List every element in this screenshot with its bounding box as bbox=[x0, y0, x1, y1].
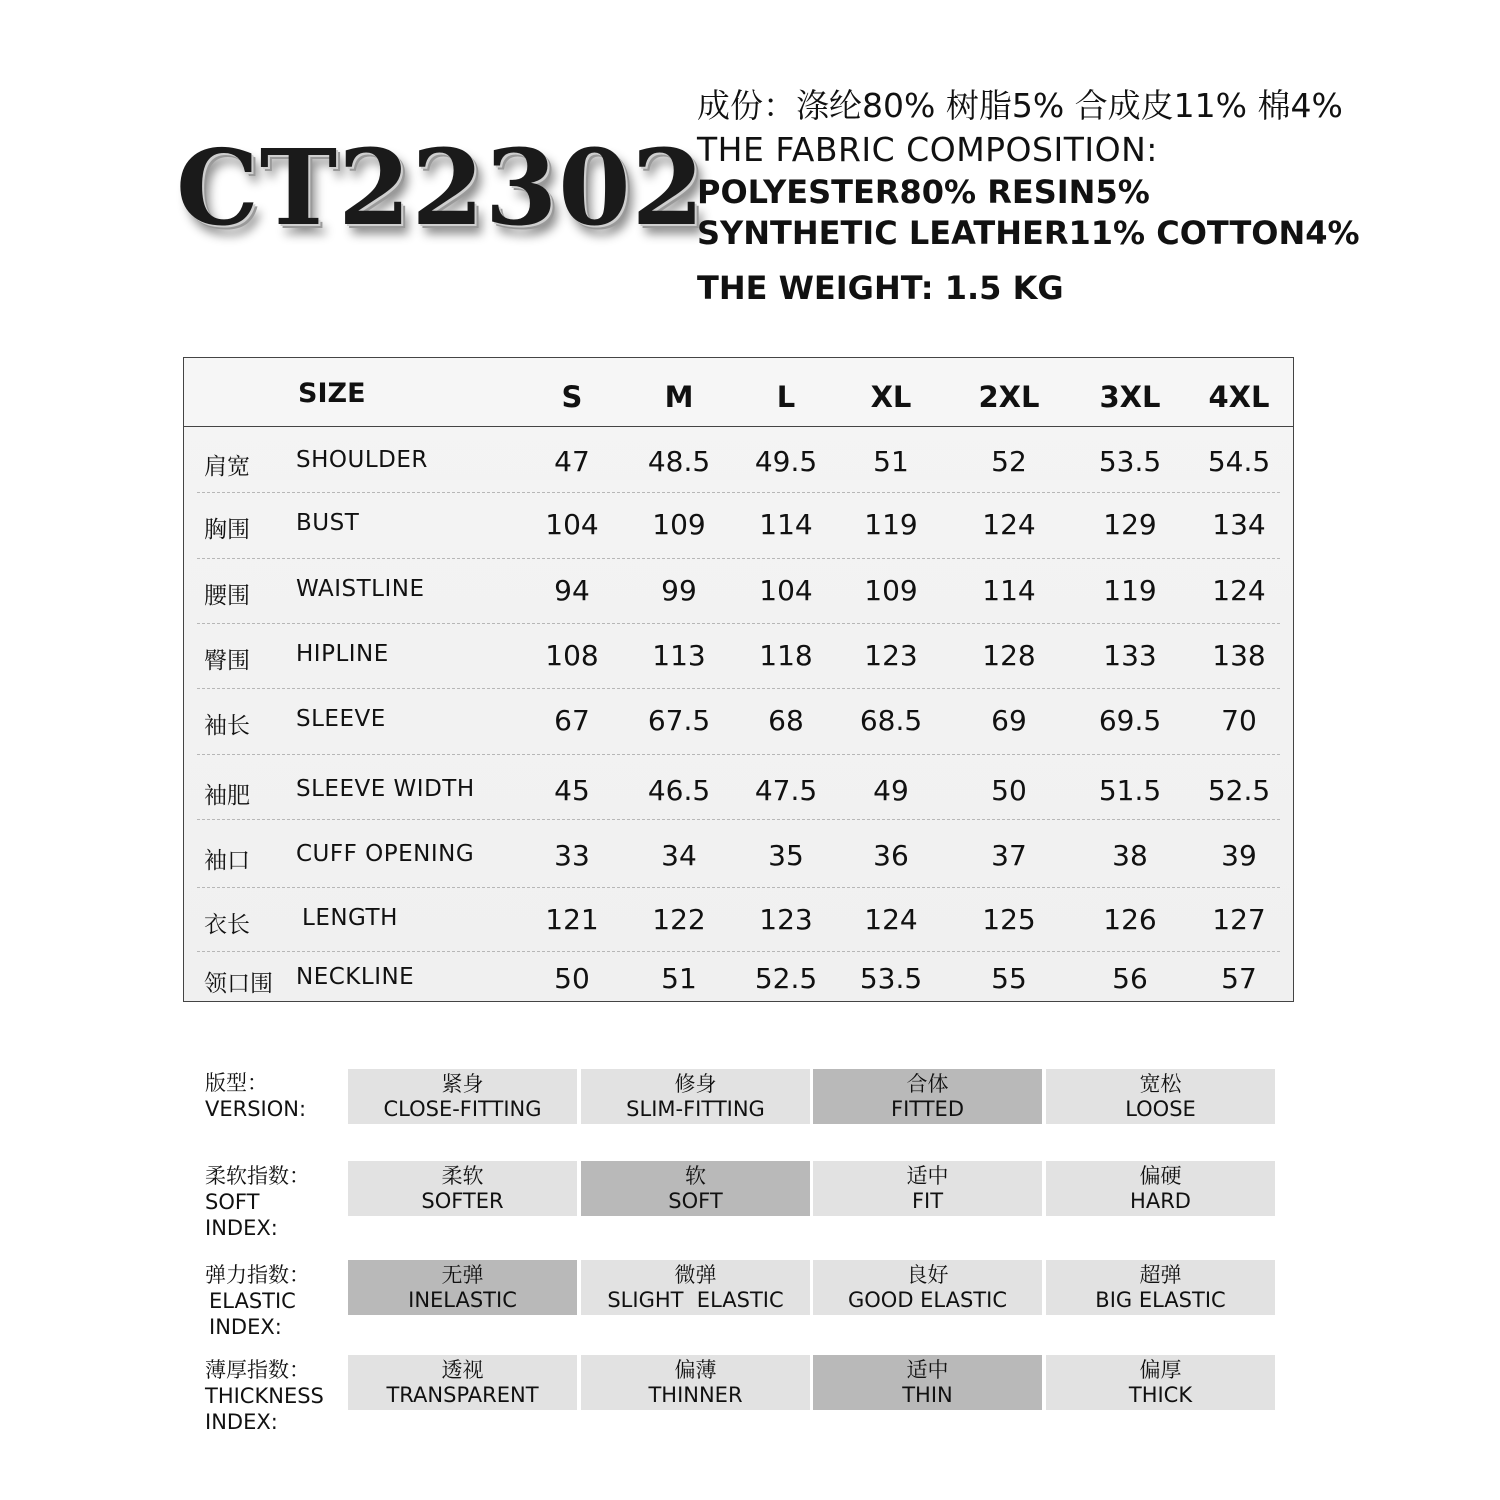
measurement-value: 138 bbox=[1212, 639, 1266, 672]
attribute-option-cn: 良好 bbox=[906, 1263, 949, 1287]
attribute-option-en: THICK bbox=[1128, 1383, 1193, 1407]
measurement-value: 54.5 bbox=[1207, 445, 1271, 478]
measurement-name-cn: 衣长 bbox=[204, 912, 250, 938]
measurement-value: 70 bbox=[1221, 704, 1257, 737]
measurement-value: 99 bbox=[661, 574, 697, 607]
attribute-option bbox=[348, 1355, 577, 1410]
attribute-option bbox=[348, 1260, 577, 1315]
size-column-header: XL bbox=[870, 380, 912, 414]
row-divider bbox=[197, 623, 1280, 624]
measurement-value: 39 bbox=[1221, 839, 1257, 872]
attribute-label-cn: 薄厚指数： bbox=[205, 1358, 310, 1382]
measurement-value: 129 bbox=[1103, 508, 1157, 541]
attribute-label bbox=[205, 1357, 324, 1435]
measurement-value: 34 bbox=[661, 839, 697, 872]
measurement-value: 118 bbox=[759, 639, 813, 672]
measurement-value: 124 bbox=[864, 903, 918, 936]
attribute-option-en: THINNER bbox=[648, 1383, 743, 1407]
size-column-header: S bbox=[561, 380, 583, 414]
attribute-option-en: INELASTIC bbox=[408, 1288, 517, 1312]
attribute-label-en: VERSION: bbox=[205, 1097, 307, 1121]
attribute-option bbox=[813, 1069, 1042, 1124]
attribute-option-en: FITTED bbox=[891, 1097, 964, 1121]
measurement-value: 45 bbox=[554, 774, 590, 807]
composition-title: THE FABRIC COMPOSITION: bbox=[697, 130, 1158, 169]
measurement-value: 104 bbox=[545, 508, 599, 541]
attribute-option bbox=[1046, 1161, 1275, 1216]
measurement-value: 52.5 bbox=[1207, 774, 1271, 807]
measurement-value: 114 bbox=[982, 574, 1036, 607]
measurement-value: 109 bbox=[652, 508, 706, 541]
product-code-logo: CT22302 bbox=[176, 126, 705, 249]
attribute-option bbox=[1046, 1069, 1275, 1124]
measurement-name-en: SLEEVE WIDTH bbox=[296, 776, 475, 802]
row-divider bbox=[197, 819, 1280, 820]
measurement-value: 68 bbox=[768, 704, 804, 737]
attribute-option-cn: 微弹 bbox=[674, 1263, 717, 1287]
measurement-value: 67 bbox=[554, 704, 590, 737]
attribute-label bbox=[205, 1262, 310, 1340]
measurement-name-cn: 领口围 bbox=[204, 971, 273, 997]
size-column-header: 4XL bbox=[1208, 380, 1270, 414]
size-column-header: L bbox=[776, 380, 796, 414]
attribute-option-en: SLIGHT ELASTIC bbox=[607, 1288, 784, 1312]
measurement-value: 125 bbox=[982, 903, 1036, 936]
measurement-value: 52 bbox=[991, 445, 1027, 478]
size-header-label: SIZE bbox=[298, 378, 366, 409]
measurement-value: 56 bbox=[1112, 962, 1148, 995]
measurement-name-cn: 臀围 bbox=[204, 648, 250, 674]
row-divider bbox=[197, 951, 1280, 952]
attribute-label-cn: 弹力指数： bbox=[205, 1263, 310, 1287]
measurement-value: 51.5 bbox=[1098, 774, 1162, 807]
measurement-name-cn: 袖口 bbox=[204, 848, 250, 874]
size-column-header: M bbox=[664, 380, 694, 414]
measurement-value: 47 bbox=[554, 445, 590, 478]
row-divider bbox=[197, 887, 1280, 888]
attribute-option-en: FIT bbox=[911, 1189, 944, 1213]
attribute-label bbox=[205, 1070, 306, 1122]
attribute-label-en: SOFT bbox=[205, 1190, 260, 1214]
attribute-option bbox=[1046, 1260, 1275, 1315]
measurement-value: 38 bbox=[1112, 839, 1148, 872]
attribute-option-cn: 偏硬 bbox=[1139, 1164, 1182, 1188]
attribute-option-cn: 适中 bbox=[906, 1164, 949, 1188]
measurement-value: 68.5 bbox=[859, 704, 923, 737]
composition-chinese: 成份：涤纶80% 树脂5% 合成皮11% 棉4% bbox=[697, 86, 1343, 125]
measurement-value: 134 bbox=[1212, 508, 1266, 541]
measurement-value: 51 bbox=[661, 962, 697, 995]
attribute-option-cn: 适中 bbox=[906, 1358, 949, 1382]
measurement-value: 49 bbox=[873, 774, 909, 807]
measurement-value: 48.5 bbox=[647, 445, 711, 478]
attribute-label-en: ELASTIC bbox=[209, 1289, 296, 1313]
measurement-value: 123 bbox=[759, 903, 813, 936]
attribute-option-cn: 偏厚 bbox=[1139, 1358, 1182, 1382]
measurement-value: 113 bbox=[652, 639, 706, 672]
row-divider bbox=[197, 558, 1280, 559]
size-column-header: 3XL bbox=[1099, 380, 1161, 414]
attribute-option bbox=[813, 1161, 1042, 1216]
attribute-option-cn: 合体 bbox=[906, 1072, 949, 1096]
measurement-value: 69 bbox=[991, 704, 1027, 737]
attribute-option-cn: 偏薄 bbox=[674, 1358, 717, 1382]
measurement-value: 33 bbox=[554, 839, 590, 872]
measurement-value: 124 bbox=[982, 508, 1036, 541]
attribute-option bbox=[581, 1355, 810, 1410]
measurement-value: 119 bbox=[1103, 574, 1157, 607]
composition-line-1: POLYESTER80% RESIN5% bbox=[697, 173, 1150, 211]
attribute-label-cn: 版型： bbox=[205, 1071, 268, 1095]
attribute-option-en: TRANSPARENT bbox=[386, 1383, 539, 1407]
measurement-value: 109 bbox=[864, 574, 918, 607]
measurement-name-en: BUST bbox=[296, 510, 360, 536]
attribute-option bbox=[348, 1161, 577, 1216]
attribute-option-en: HARD bbox=[1130, 1189, 1191, 1213]
measurement-name-en: HIPLINE bbox=[296, 641, 389, 667]
size-table bbox=[183, 357, 1294, 1002]
measurement-value: 124 bbox=[1212, 574, 1266, 607]
attribute-option bbox=[1046, 1355, 1275, 1410]
measurement-value: 47.5 bbox=[754, 774, 818, 807]
measurement-value: 119 bbox=[864, 508, 918, 541]
attribute-option-en: SLIM-FITTING bbox=[626, 1097, 765, 1121]
measurement-name-en: LENGTH bbox=[302, 905, 398, 931]
size-table-header bbox=[184, 358, 1293, 427]
attribute-option-en: BIG ELASTIC bbox=[1095, 1288, 1226, 1312]
measurement-value: 127 bbox=[1212, 903, 1266, 936]
attribute-option-cn: 修身 bbox=[674, 1072, 717, 1096]
measurement-value: 122 bbox=[652, 903, 706, 936]
measurement-name-cn: 肩宽 bbox=[204, 454, 250, 480]
measurement-name-en: WAISTLINE bbox=[296, 576, 425, 602]
attribute-option bbox=[581, 1260, 810, 1315]
attribute-option bbox=[581, 1161, 810, 1216]
attribute-option bbox=[813, 1260, 1042, 1315]
measurement-name-cn: 袖肥 bbox=[204, 783, 250, 809]
attribute-option-en: SOFTER bbox=[421, 1189, 504, 1213]
measurement-value: 53.5 bbox=[859, 962, 923, 995]
size-column-header: 2XL bbox=[978, 380, 1040, 414]
attribute-option bbox=[348, 1069, 577, 1124]
attribute-label-en: THICKNESS bbox=[205, 1384, 324, 1408]
attribute-label-en-line2: INDEX: bbox=[209, 1315, 282, 1339]
attribute-option-cn: 宽松 bbox=[1139, 1072, 1182, 1096]
measurement-name-cn: 胸围 bbox=[204, 517, 250, 543]
measurement-value: 37 bbox=[991, 839, 1027, 872]
measurement-value: 50 bbox=[991, 774, 1027, 807]
attribute-option-en: SOFT bbox=[668, 1189, 723, 1213]
measurement-value: 123 bbox=[864, 639, 918, 672]
measurement-value: 121 bbox=[545, 903, 599, 936]
measurement-value: 114 bbox=[759, 508, 813, 541]
attribute-label bbox=[205, 1163, 310, 1241]
measurement-value: 35 bbox=[768, 839, 804, 872]
attribute-option bbox=[581, 1069, 810, 1124]
attribute-option-cn: 超弹 bbox=[1139, 1263, 1182, 1287]
measurement-value: 52.5 bbox=[754, 962, 818, 995]
attribute-label-en-line2: INDEX: bbox=[205, 1410, 278, 1434]
measurement-name-en: NECKLINE bbox=[296, 964, 415, 990]
measurement-name-cn: 腰围 bbox=[204, 583, 250, 609]
measurement-value: 51 bbox=[873, 445, 909, 478]
attribute-option-cn: 无弹 bbox=[441, 1263, 484, 1287]
measurement-value: 67.5 bbox=[647, 704, 711, 737]
measurement-value: 104 bbox=[759, 574, 813, 607]
measurement-name-cn: 袖长 bbox=[204, 713, 250, 739]
measurement-value: 49.5 bbox=[754, 445, 818, 478]
row-divider bbox=[197, 688, 1280, 689]
attribute-option bbox=[813, 1355, 1042, 1410]
measurement-value: 57 bbox=[1221, 962, 1257, 995]
measurement-value: 133 bbox=[1103, 639, 1157, 672]
measurement-value: 46.5 bbox=[647, 774, 711, 807]
attribute-label-en-line2: INDEX: bbox=[205, 1216, 278, 1240]
attribute-option-en: GOOD ELASTIC bbox=[847, 1288, 1007, 1312]
measurement-value: 36 bbox=[873, 839, 909, 872]
measurement-value: 126 bbox=[1103, 903, 1157, 936]
measurement-value: 53.5 bbox=[1098, 445, 1162, 478]
measurement-name-en: CUFF OPENING bbox=[296, 841, 475, 867]
row-divider bbox=[197, 754, 1280, 755]
attribute-option-cn: 紧身 bbox=[441, 1072, 484, 1096]
measurement-name-en: SHOULDER bbox=[296, 447, 428, 473]
measurement-value: 108 bbox=[545, 639, 599, 672]
measurement-value: 128 bbox=[982, 639, 1036, 672]
measurement-value: 69.5 bbox=[1098, 704, 1162, 737]
measurement-value: 50 bbox=[554, 962, 590, 995]
attribute-option-cn: 透视 bbox=[441, 1358, 484, 1382]
attribute-label-cn: 柔软指数： bbox=[205, 1164, 310, 1188]
attribute-option-en: LOOSE bbox=[1125, 1097, 1196, 1121]
attribute-option-en: CLOSE-FITTING bbox=[383, 1097, 542, 1121]
measurement-value: 94 bbox=[554, 574, 590, 607]
measurement-name-en: SLEEVE bbox=[296, 706, 386, 732]
composition-line-2: SYNTHETIC LEATHER11% COTTON4% bbox=[697, 214, 1360, 252]
weight-text: THE WEIGHT: 1.5 KG bbox=[697, 269, 1064, 307]
attribute-option-en: THIN bbox=[902, 1383, 953, 1407]
attribute-option-cn: 柔软 bbox=[441, 1164, 484, 1188]
row-divider bbox=[197, 492, 1280, 493]
attribute-option-cn: 软 bbox=[685, 1164, 706, 1188]
measurement-value: 55 bbox=[991, 962, 1027, 995]
